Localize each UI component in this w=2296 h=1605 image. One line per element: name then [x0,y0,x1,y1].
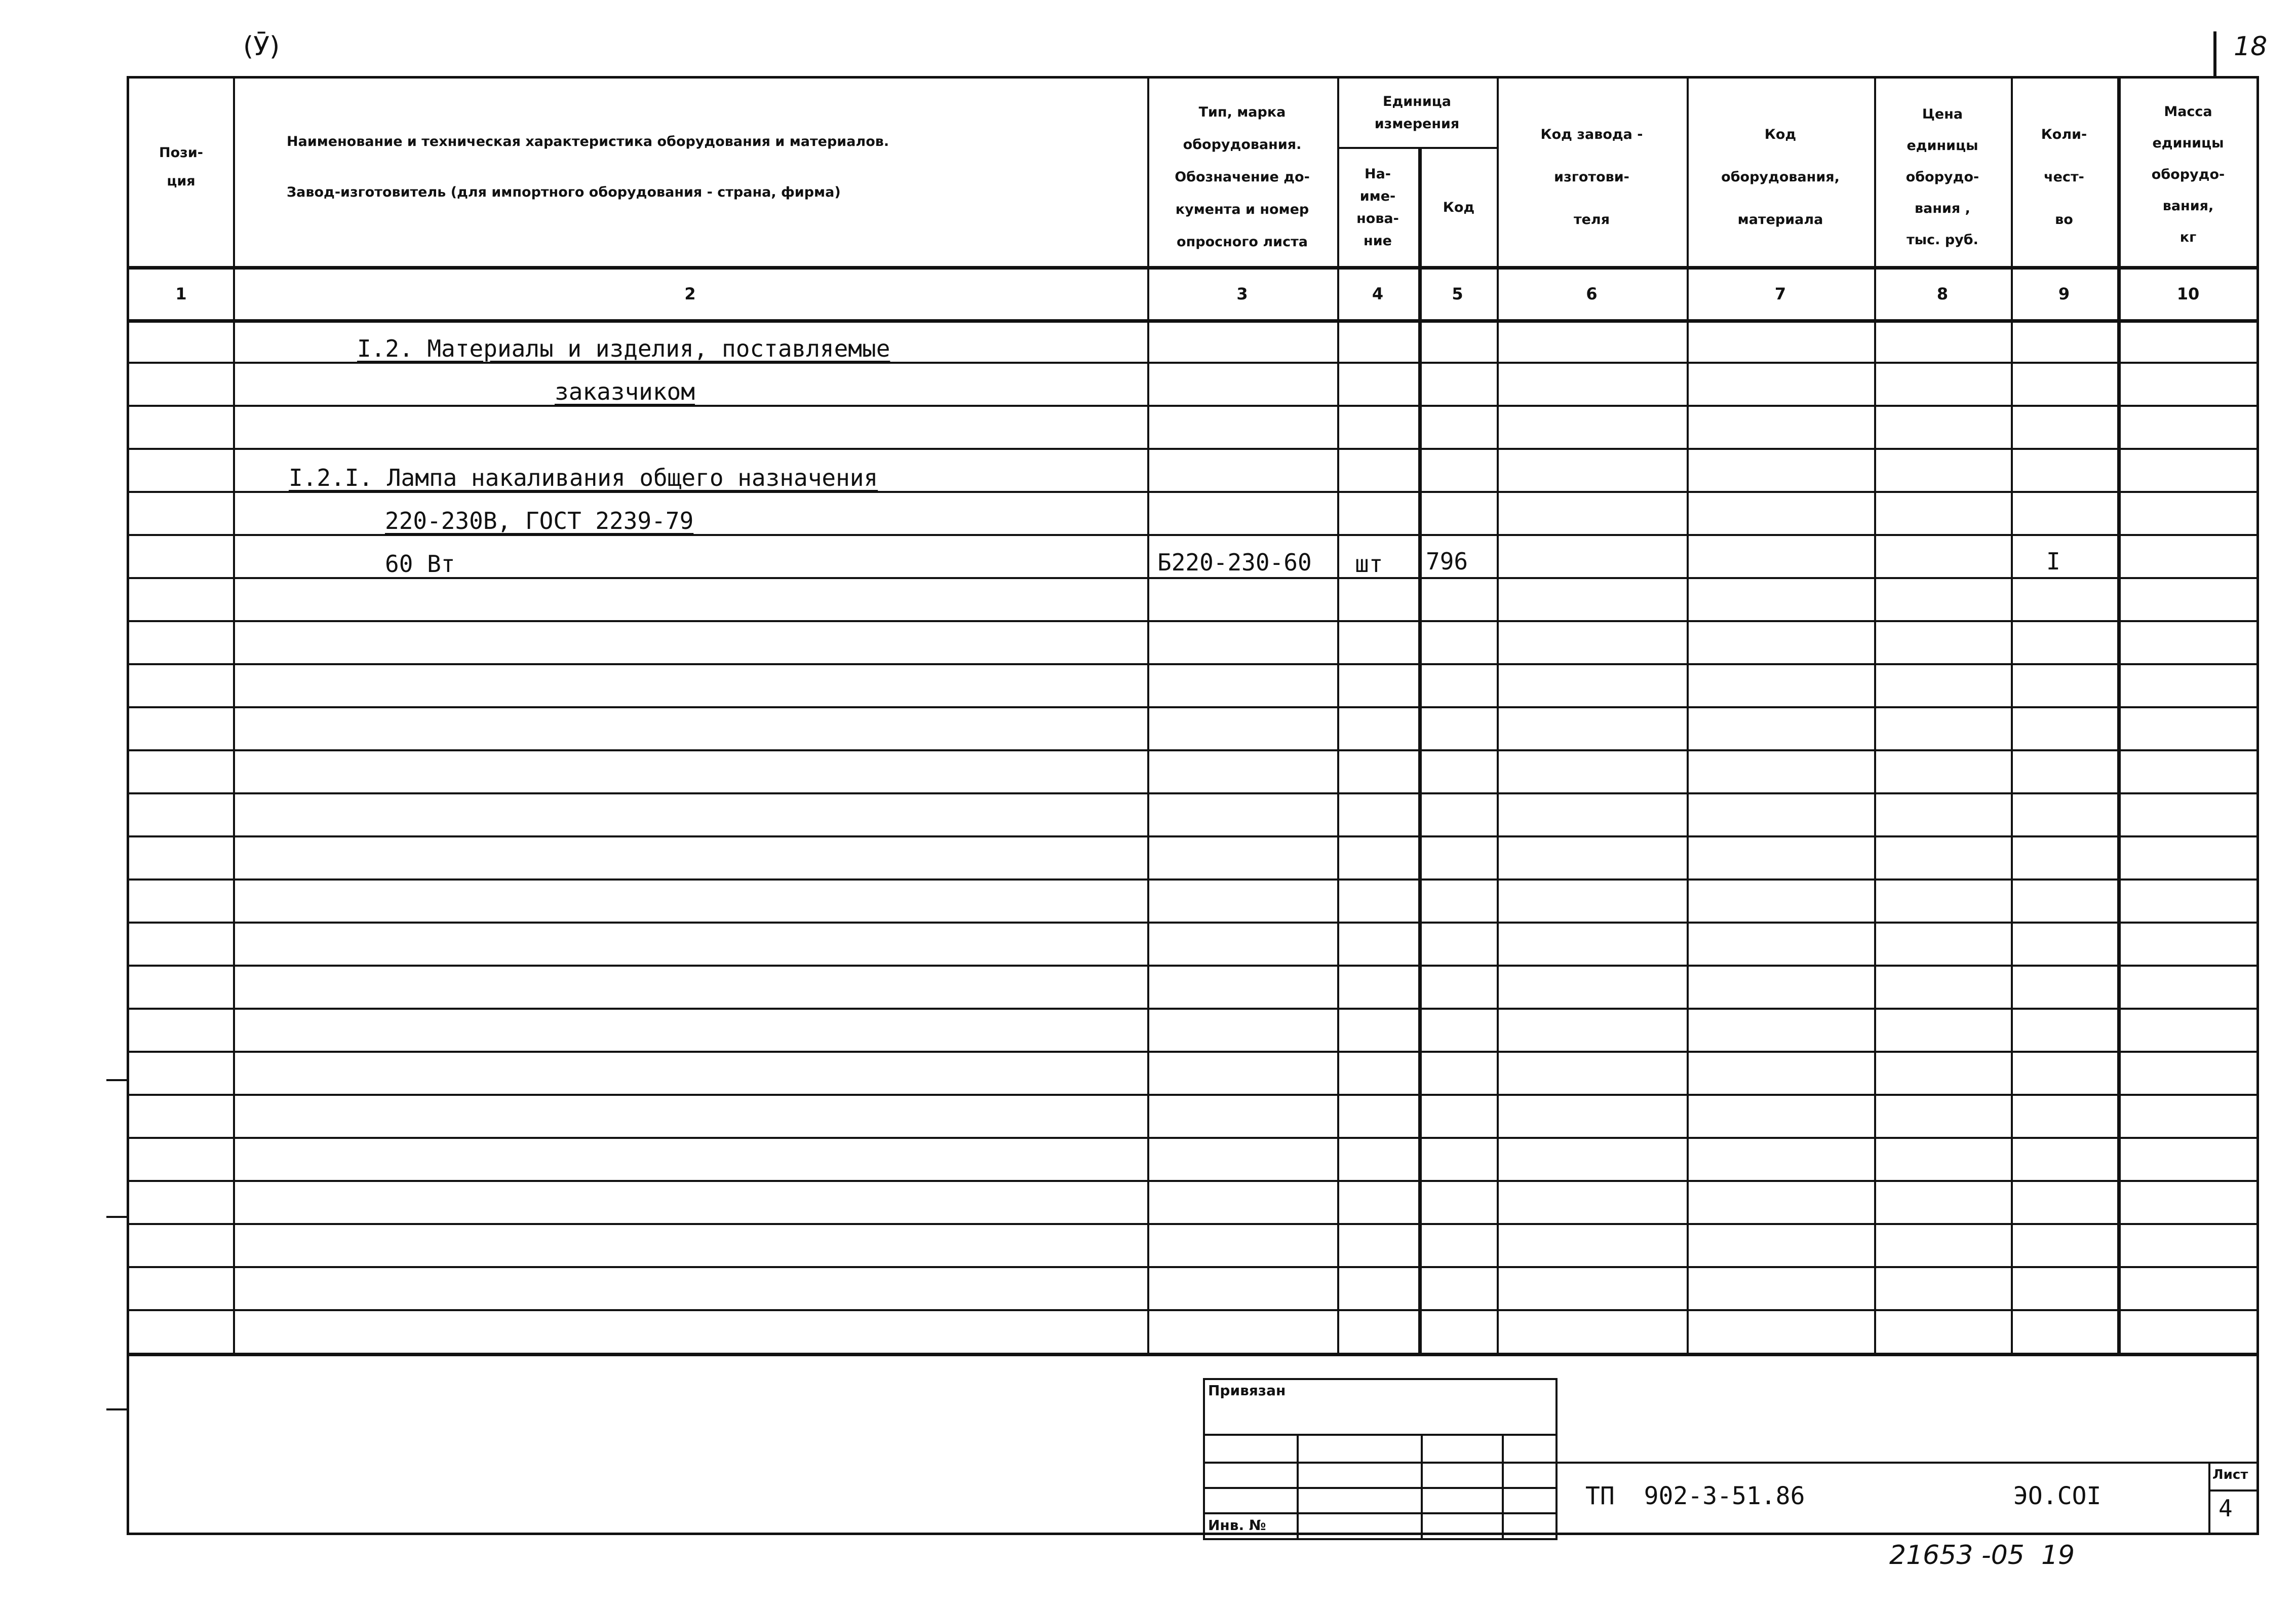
column-number-5: 5 [1452,284,1463,303]
stamp-privyazan-box [1203,1378,1558,1540]
column-number-1: 1 [175,284,187,303]
bottom-number: 21653 -05 19 [1889,1540,2075,1571]
header-mass: Масса единицы оборудо- вания, кг [2151,104,2225,245]
header-position: Пози- ция [159,145,203,189]
column-number-3: 3 [1236,284,1248,303]
item-quantity-cell: I [2046,548,2060,575]
stamp-inv-no: Инв. № [1208,1517,1266,1534]
header-name: Наименование и техническая характеристика оборудования и материалов. Завод-изготовитель (для импортного оборудования - страна, фирма) [287,134,889,200]
item-line1: I.2.I. Лампа накаливания общего назначения [289,464,878,491]
column-number-4: 4 [1372,284,1384,303]
page-number-top: 18 [2234,31,2268,62]
column-number-2: 2 [684,284,696,303]
section-title-line2: заказчиком [555,378,695,405]
header-equipment-code: Код оборудования, материала [1721,127,1840,227]
section-title-line1: I.2. Материалы и изделия, поставляемые [357,335,890,362]
stamp-list-label: Лист [2212,1467,2248,1482]
column-number-8: 8 [1936,284,1949,303]
stamp-sheet-code: ЭО.СОI [2013,1482,2102,1510]
header-unit: Единица измерения [1374,93,1460,132]
item-line2: 220-230В, ГОСТ 2239-79 [385,507,694,534]
header-unit-code: Код [1443,200,1475,215]
top-mark: (Ӯ) [243,31,280,62]
header-price: Цена единицы оборудо- вания , тыс. руб. [1905,106,1979,248]
header-manufacturer-code: Код завода - изготови- теля [1540,127,1643,227]
column-number-6: 6 [1586,284,1598,303]
stamp-list-number: 4 [2219,1495,2233,1522]
item-type-cell: Б220-230-60 [1157,549,1312,576]
column-number-7: 7 [1774,284,1786,303]
item-line3: 60 Вт [385,550,455,578]
item-unit-cell: шт [1355,550,1383,578]
item-unit-code-cell: 796 [1426,548,1468,575]
column-number-10: 10 [2176,284,2200,303]
header-quantity: Коли- чест- во [2041,127,2087,227]
stamp-doc-code: ТП 902-3-51.86 [1585,1482,1805,1510]
column-number-9: 9 [2058,284,2070,303]
header-type: Тип, марка оборудования. Обозначение до- кумента и номер опросного листа [1175,104,1310,250]
header-unit-name: На- име- нова- ние [1356,166,1399,249]
stamp-privyazan: Привязан [1208,1382,1286,1399]
